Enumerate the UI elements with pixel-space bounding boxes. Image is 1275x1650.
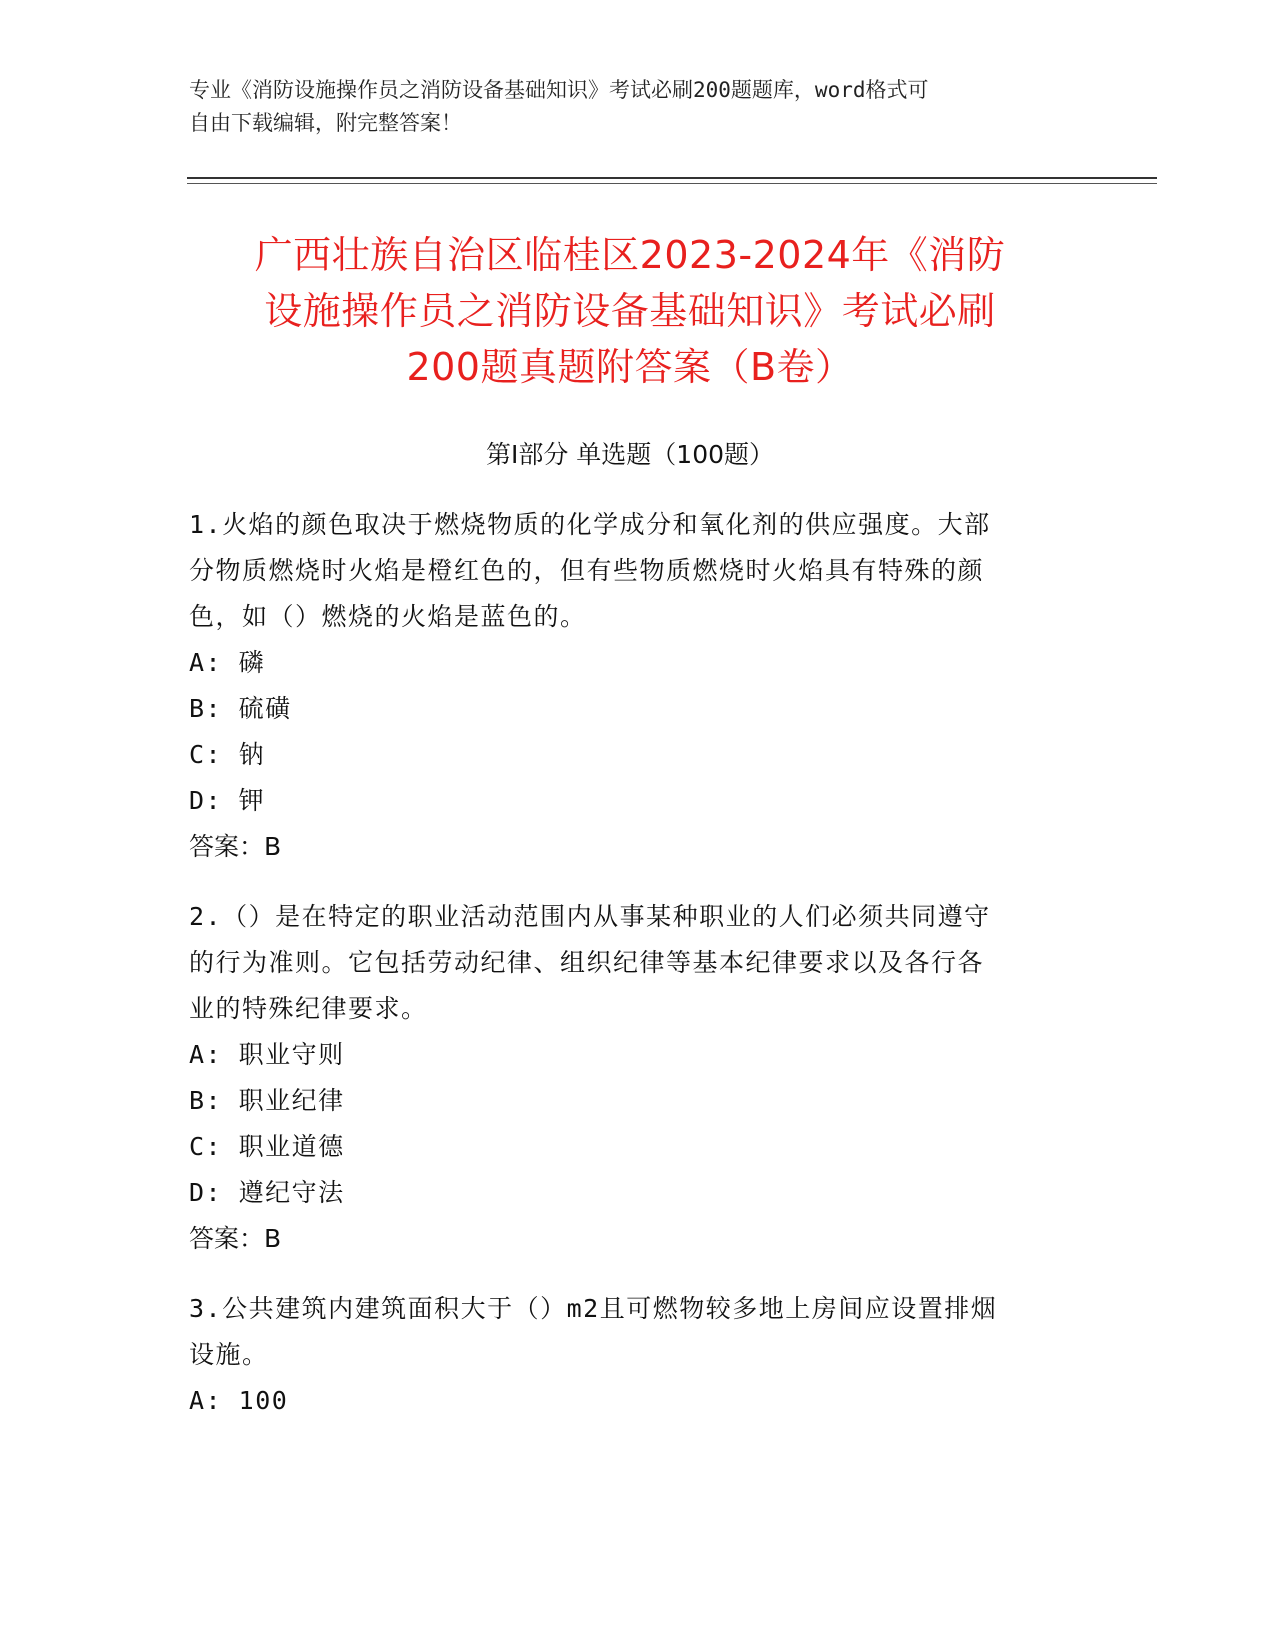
option-b: B: 职业纪律 bbox=[189, 1086, 345, 1115]
option-c: C: 钠 bbox=[189, 740, 266, 769]
header-divider bbox=[187, 177, 1157, 179]
question-stem-line: 2.（）是在特定的职业活动范围内从事某种职业的人们必须共同遵守 bbox=[189, 902, 991, 931]
document-title bbox=[180, 227, 1080, 395]
option-c: C: 职业道德 bbox=[189, 1132, 345, 1161]
option-a: A: 职业守则 bbox=[189, 1040, 345, 1069]
option-d: D: 钾 bbox=[189, 786, 266, 815]
header-note-line: 自由下载编辑，附完整答案！ bbox=[189, 111, 462, 135]
header-divider-thin bbox=[187, 183, 1157, 184]
section-heading: 第Ⅰ部分 单选题（100题） bbox=[485, 440, 775, 469]
question-stem-line: 的行为准则。它包括劳动纪律、组织纪律等基本纪律要求以及各行各 bbox=[189, 948, 985, 977]
document-title-line: 200题真题附答案（B卷） bbox=[406, 345, 854, 389]
question-stem-line: 3.公共建筑内建筑面积大于（）m2且可燃物较多地上房间应设置排烟 bbox=[189, 1294, 998, 1323]
document-title-line: 广西壮族自治区临桂区2023-2024年《消防 bbox=[254, 233, 1006, 277]
header-note bbox=[189, 74, 1069, 140]
question-stem-line: 色，如（）燃烧的火焰是蓝色的。 bbox=[189, 602, 587, 631]
question-3 bbox=[189, 1286, 1069, 1424]
question-2 bbox=[189, 894, 1069, 1262]
question-stem-line: 业的特殊纪律要求。 bbox=[189, 994, 428, 1023]
question-stem-line: 分物质燃烧时火焰是橙红色的，但有些物质燃烧时火焰具有特殊的颜 bbox=[189, 556, 985, 585]
question-1 bbox=[189, 502, 1069, 870]
option-a: A: 磷 bbox=[189, 648, 266, 677]
option-d: D: 遵纪守法 bbox=[189, 1178, 345, 1207]
document-title-line: 设施操作员之消防设备基础知识》考试必刷 bbox=[264, 289, 996, 333]
option-a: A: 100 bbox=[189, 1386, 289, 1415]
answer: 答案：B bbox=[189, 1224, 282, 1253]
answer: 答案：B bbox=[189, 832, 282, 861]
option-b: B: 硫磺 bbox=[189, 694, 292, 723]
question-stem-line: 设施。 bbox=[189, 1340, 269, 1369]
header-note-line: 专业《消防设施操作员之消防设备基础知识》考试必刷200题题库，word格式可 bbox=[189, 78, 929, 102]
question-stem-line: 1.火焰的颜色取决于燃烧物质的化学成分和氧化剂的供应强度。大部 bbox=[189, 510, 991, 539]
